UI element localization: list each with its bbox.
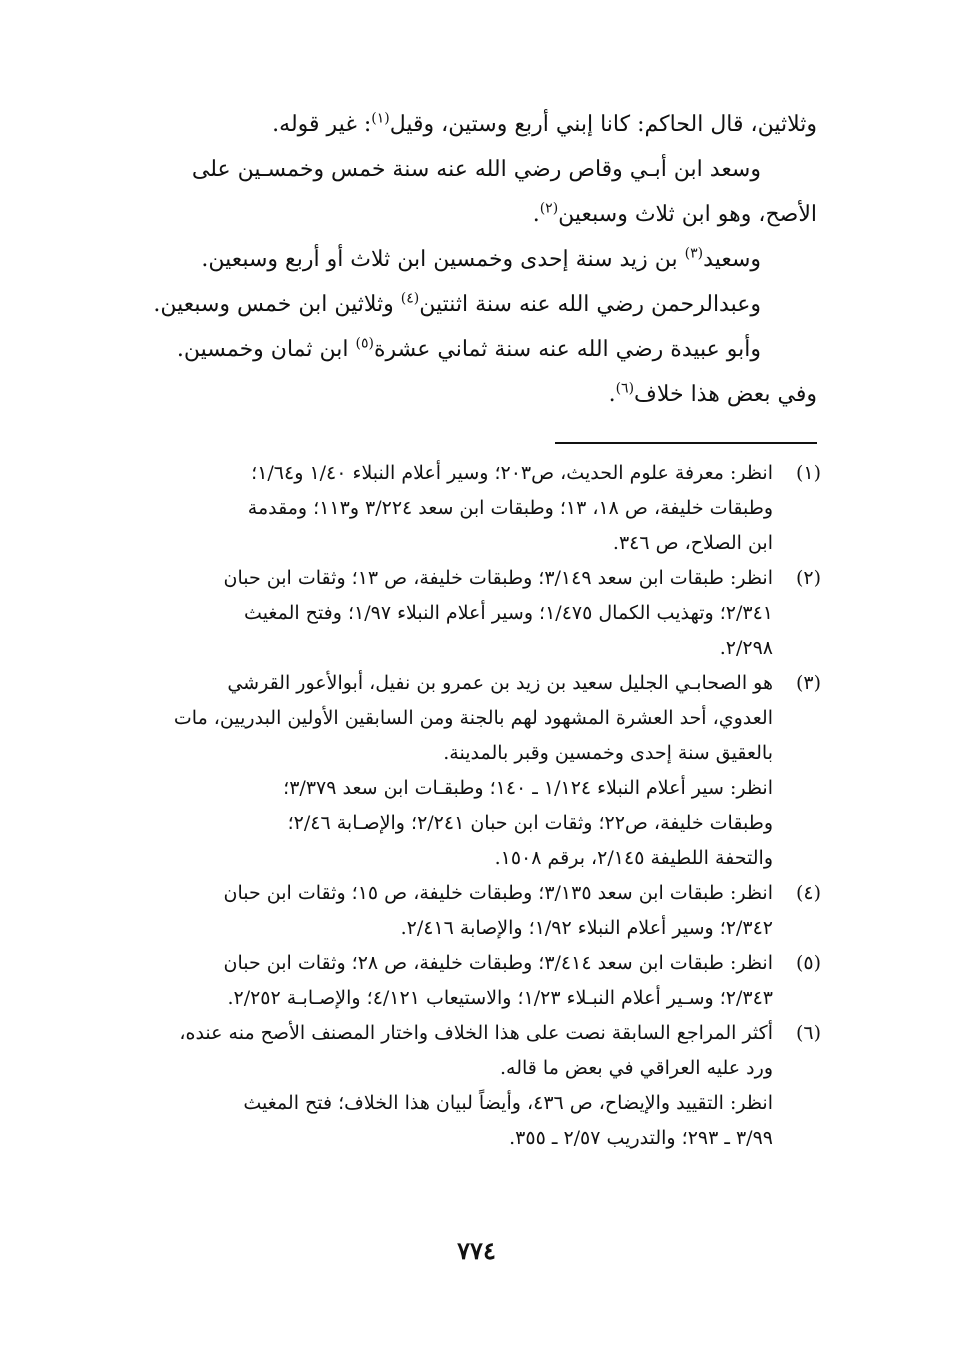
footnote-body (111, 456, 773, 561)
footnote-number: (٣) (795, 672, 821, 694)
footnote-marker: (٢) (539, 200, 559, 217)
footnote-line: وطبقات خليفة، ص ١٨، ١٣؛ وطبقات ابن سعد ٣/٢٢٤ و١١٣؛ ومقدمة (247, 497, 773, 519)
footnote-line: ٣/٩٩ ـ ٢٩٣؛ والتدريب ٢/٥٧ ـ ٣٥٥. (509, 1127, 773, 1149)
footnote-number: (١) (795, 462, 821, 484)
text-line (125, 237, 817, 282)
footnote-separator (555, 442, 817, 444)
text-segment: ابن ثمان وخمسين. (176, 337, 356, 362)
footnote-marker: (٦) (615, 380, 635, 397)
footnote-number: (٤) (795, 882, 821, 904)
text-segment: : غير قوله. (272, 112, 372, 137)
footnotes (111, 456, 821, 1156)
footnote-line: وطبقات خليفة، ص٢٢؛ وثقات ابن حبان ٢/٢٤١؛ والإصـابة ٢/٤٦؛ (287, 812, 773, 834)
footnote-body (111, 946, 773, 1016)
text-segment: بن زيد سنة إحدى وخمسين ابن ثلاث أو أربع وسبعين. (201, 247, 685, 272)
footnote-body (111, 561, 773, 666)
footnote-body (111, 876, 773, 946)
footnote-line: أكثر المراجع السابقة نصت على هذا الخلاف واختار المصنف الأصح منه عنده، (179, 1022, 773, 1044)
footnote-line: ٢/٣٤١؛ وتهذيب الكمال ١/٤٧٥؛ وسير أعلام النبلاء ١/٩٧؛ وفتح المغيث (244, 602, 773, 624)
footnote (111, 456, 821, 561)
text-segment: وعبدالرحمن رضي الله عنه سنة اثنتين (419, 292, 761, 317)
text-line (125, 327, 817, 372)
text-line (125, 102, 817, 147)
text-segment: . (608, 382, 616, 407)
footnote-number: (٢) (795, 567, 821, 589)
footnote-line: ٢/٣٤٣؛ وسـير أعلام النبـلاء ١/٢٣؛ والاستيعاب ٤/١٢١؛ والإصـابـة ٢/٢٥٢. (227, 987, 773, 1009)
text-line (125, 282, 817, 327)
footnote-line: انظر: طبقات ابن سعد ٣/١٤٩؛ وطبقات خليفة، ص ١٣؛ وثقات ابن حبان (223, 567, 773, 589)
footnote-line: بالعقيق سنة إحدى وخمسين وقبر بالمدينة. (443, 742, 773, 764)
main-text (125, 102, 817, 417)
footnote-line: انظر: التقييد والإيضاح، ص ٤٣٦، وأيضاً لبيان هذا الخلاف؛ فتح المغيث (243, 1092, 773, 1114)
text-line (125, 147, 817, 192)
text-segment: وسعد ابن أبـي وقاص رضي الله عنه سنة خمس وخمسـين على (191, 157, 761, 182)
footnote-line: انظر: طبقات ابن سعد ٣/٤١٤؛ وطبقات خليفة، ص ٢٨؛ وثقات ابن حبان (223, 952, 773, 974)
footnote (111, 666, 821, 876)
footnote-line: ٢/٢٩٨. (719, 637, 773, 659)
text-segment: وفي بعض هذا خلاف (634, 382, 817, 407)
footnote-marker: (٥) (355, 335, 374, 352)
text-segment: الأصح، وهو ابن ثلاث وسبعين (558, 202, 817, 227)
footnote (111, 1016, 821, 1156)
footnote-marker: (١) (371, 110, 390, 127)
footnote (111, 946, 821, 1016)
footnote-number: (٦) (795, 1022, 821, 1044)
footnote-body (111, 666, 773, 876)
footnote-line: انظر: طبقات ابن سعد ٣/١٣٥؛ وطبقات خليفة، ص ١٥؛ وثقات ابن حبان (223, 882, 773, 904)
footnote-line: ٢/٣٤٢؛ وسير أعلام النبلاء ١/٩٢؛ والإصابة ٢/٤١٦. (400, 917, 773, 939)
text-segment: وثلاثين، قال الحاكم: كانا إبني أربع وستين، وقيل (389, 112, 817, 137)
footnote-line: والتحفة اللطيفة ٢/١٤٥، برقم ١٥٠٨. (494, 847, 773, 869)
footnote (111, 876, 821, 946)
text-line (125, 192, 817, 237)
page-number: ٧٧٤ (457, 1236, 496, 1265)
text-segment: وسعيد (703, 247, 761, 272)
footnote-line: العدوي، أحد العشرة المشهود لهم بالجنة ومن السابقين الأولين البدريين، مات (173, 707, 773, 729)
footnote-marker: (٣) (684, 245, 704, 262)
text-line (125, 372, 817, 417)
footnote-number: (٥) (795, 952, 821, 974)
footnote-body (111, 1016, 773, 1156)
footnote-marker: (٤) (400, 290, 420, 307)
footnote-line: انظر: سير أعلام النبلاء ١/١٢٤ ـ ١٤٠؛ وطبقـات ابن سعد ٣/٣٧٩؛ (283, 777, 773, 799)
footnote-line: ورد عليه العراقي في بعض ما قاله. (499, 1057, 773, 1079)
footnote-line: هو الصحابـي الجليل سعيد بن زيد بن عمرو بن نفيل، أبوالأعور القرشي (227, 672, 773, 694)
footnote (111, 561, 821, 666)
text-segment: . (532, 202, 540, 227)
text-segment: وأبو عبيدة رضي الله عنه سنة ثماني عشرة (373, 337, 761, 362)
text-segment: وثلاثين ابن خمس وسبعين. (153, 292, 401, 317)
footnote-line: انظر: معرفة علوم الحديث، ص٢٠٣؛ وسير أعلام النبلاء ١/٤٠ و١/٦٤؛ (251, 462, 773, 484)
footnote-line: ابن الصلاح، ص ٣٤٦. (612, 532, 773, 554)
